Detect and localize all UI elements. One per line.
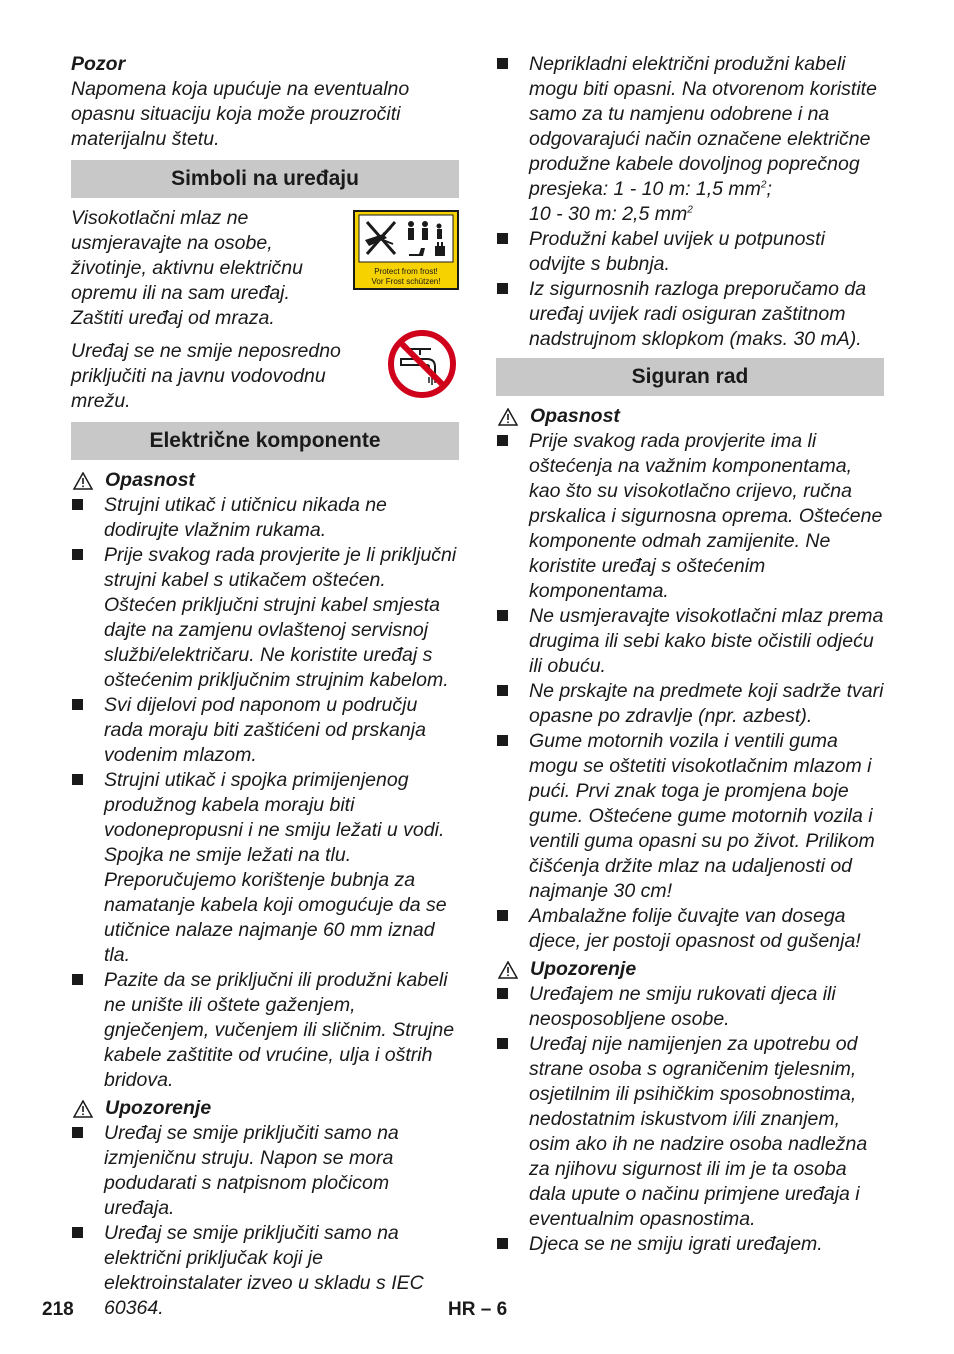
page-number: 218 <box>42 1299 74 1320</box>
list-item: Iz sigurnosnih razloga preporučamo da uređaj uvijek radi osiguran zaštitnom nadstrujnom sklopkom (maks. 30 mA). <box>496 277 884 352</box>
list-item: Uređajem ne smiju rukovati djeca ili neosposobljene osobe. <box>496 982 884 1032</box>
bullet-icon <box>72 549 83 560</box>
bullet-icon <box>497 1038 508 1049</box>
bullet-icon <box>497 435 508 446</box>
symbols-row <box>71 206 459 306</box>
section-label: HR – 6 <box>448 1299 508 1320</box>
bullet-icon <box>72 974 83 985</box>
section-heading-symbols: Simboli na uređaju <box>71 160 459 198</box>
water-text: Uređaj se ne smije neposredno priključiti na javnu vodovodnu mrežu. <box>71 340 341 412</box>
warning-triangle-icon <box>73 472 93 490</box>
bullet-icon <box>497 988 508 999</box>
danger-heading <box>71 468 459 493</box>
danger-title: Opasnost <box>530 405 620 427</box>
list-item: Ne usmjeravajte visokotlačni mlaz prema drugima ili sebi kako biste očistili odjeću ili obuću. <box>496 604 884 679</box>
symbols-text: Visokotlačni mlaz ne usmjeravajte na osobe, životinje, aktivnu električnu opremu ili na sam uređaj. <box>71 207 303 304</box>
list-item: Pazite da se priključni ili produžni kabeli ne unište ili oštete gaženjem, gnječenjem, vučenjem ili sličnim. Strujne kabele zaštitite od vrućine, ulja i oštrih bridova. <box>71 968 459 1093</box>
list-item: Gume motornih vozila i ventili guma mogu se oštetiti visokotlačnim mlazom i pući. Prvi znak toga je promjena boje gume. Oštećene gume motornih vozila i ventili guma opasni su po život. Prilikom čišćenja držite mlaz na udaljenosti od najmanje 30 cm! <box>496 729 884 904</box>
bullet-icon <box>497 283 508 294</box>
warning-label-icon <box>353 210 459 290</box>
bullet-icon <box>72 1227 83 1238</box>
danger-heading <box>496 404 884 429</box>
left-column <box>71 52 459 1321</box>
list-item: Neprikladni električni produžni kabeli mogu biti opasni. Na otvorenom koristite samo za tu namjenu odobrene i na odgovarajući način označene električne produžne kabele dovoljnog poprečnog presjeka: 1 - 10 m: 1,5 $mm^2$; 10 - 30 m: 2,5 $mm^2$ <box>496 52 884 227</box>
pozor-text: Napomena koja upućuje na eventualno opasnu situaciju koja može prouzročiti materijalnu štetu. <box>71 78 410 150</box>
warning-heading <box>496 957 884 982</box>
warning-triangle-icon <box>498 961 518 979</box>
warning-heading <box>71 1096 459 1121</box>
bullet-icon <box>497 735 508 746</box>
right-column <box>496 52 884 1257</box>
list-item: Ambalažne folije čuvajte van dosega djece, jer postoji opasnost od gušenja! <box>496 904 884 954</box>
danger-title: Opasnost <box>105 469 195 491</box>
section-heading-electric: Električne komponente <box>71 422 459 460</box>
list-item: Strujni utikač i utičnicu nikada ne dodirujte vlažnim rukama. <box>71 493 459 543</box>
water-row <box>71 339 459 414</box>
bullet-icon <box>497 910 508 921</box>
warning-title: Upozorenje <box>530 958 637 980</box>
warning-triangle-icon <box>73 1100 93 1118</box>
warning-triangle-icon <box>498 408 518 426</box>
pozor-title: Pozor <box>71 53 126 75</box>
list-item: Svi dijelovi pod naponom u području rada moraju biti zaštićeni od prskanja vodenim mlazom. <box>71 693 459 768</box>
list-item: Produžni kabel uvijek u potpunosti odvijte s bubnja. <box>496 227 884 277</box>
list-item: Uređaj nije namijenjen za upotrebu od strane osoba s ograničenim tjelesnim, osjetilnim ili psihičkim sposobnostima, nedostatnim iskustvom i/ili znanjem, osim ako ih ne nadzire osoba nadležna za njihovu sigurnost ili im je ta osoba dala upute o načinu primjene uređaja i eventualnim opasnostima. <box>496 1032 884 1232</box>
list-item: Djeca se ne smiju igrati uređajem. <box>496 1232 884 1257</box>
frost-label-line2: Vor Frost schützen! <box>371 277 441 286</box>
frost-label-line1: Protect from frost! <box>374 267 438 276</box>
bullet-icon <box>72 1127 83 1138</box>
list-item: Uređaj se smije priključiti samo na električni priključak koji je elektroinstalater izveo u skladu s IEC 60364. <box>71 1221 459 1321</box>
bullet-icon <box>497 685 508 696</box>
list-item: Prije svakog rada provjerite je li priključni strujni kabel s utikačem oštećen. Oštećen priključni strujni kabel smjesta dajte na zamjenu ovlaštenoj servisnoj službi/električaru. Ne koristite uređaj s oštećenim priključnim strujnim kabelom. <box>71 543 459 693</box>
list-item: Prije svakog rada provjerite ima li oštećenja na važnim komponentama, kao što su visokotlačno crijevo, ručna prskalica i sigurnosna oprema. Oštećene komponente odmah zamijenite. Ne koristite uređaj s oštećenim komponentama. <box>496 429 884 604</box>
list-item: Uređaj se smije priključiti samo na izmjeničnu struju. Napon se mora podudarati s natpisnom pločicom uređaja. <box>71 1121 459 1221</box>
bullet-icon <box>497 233 508 244</box>
list-item: Ne prskajte na predmete koji sadrže tvari opasne po zdravlje (npr. azbest). <box>496 679 884 729</box>
bullet-icon <box>72 499 83 510</box>
bullet-icon <box>497 1238 508 1249</box>
bullet-icon <box>497 610 508 621</box>
warning-title: Upozorenje <box>105 1097 212 1119</box>
bullet-icon <box>72 774 83 785</box>
no-tap-connection-icon <box>387 329 457 399</box>
bullet-icon <box>72 699 83 710</box>
section-heading-safe-work: Siguran rad <box>496 358 884 396</box>
list-item: Strujni utikač i spojka primijenjenog produžnog kabela moraju biti vodonepropusni i ne smiju ležati u vodi. Spojka ne smije ležati na tlu. Preporučujemo korištenje bubnja za namatanje kabela koji omogućuje da se utičnice nalaze najmanje 60 mm iznad tla. <box>71 768 459 968</box>
bullet-icon <box>497 58 508 69</box>
frost-text: Zaštiti uređaj od mraza. <box>71 307 275 329</box>
